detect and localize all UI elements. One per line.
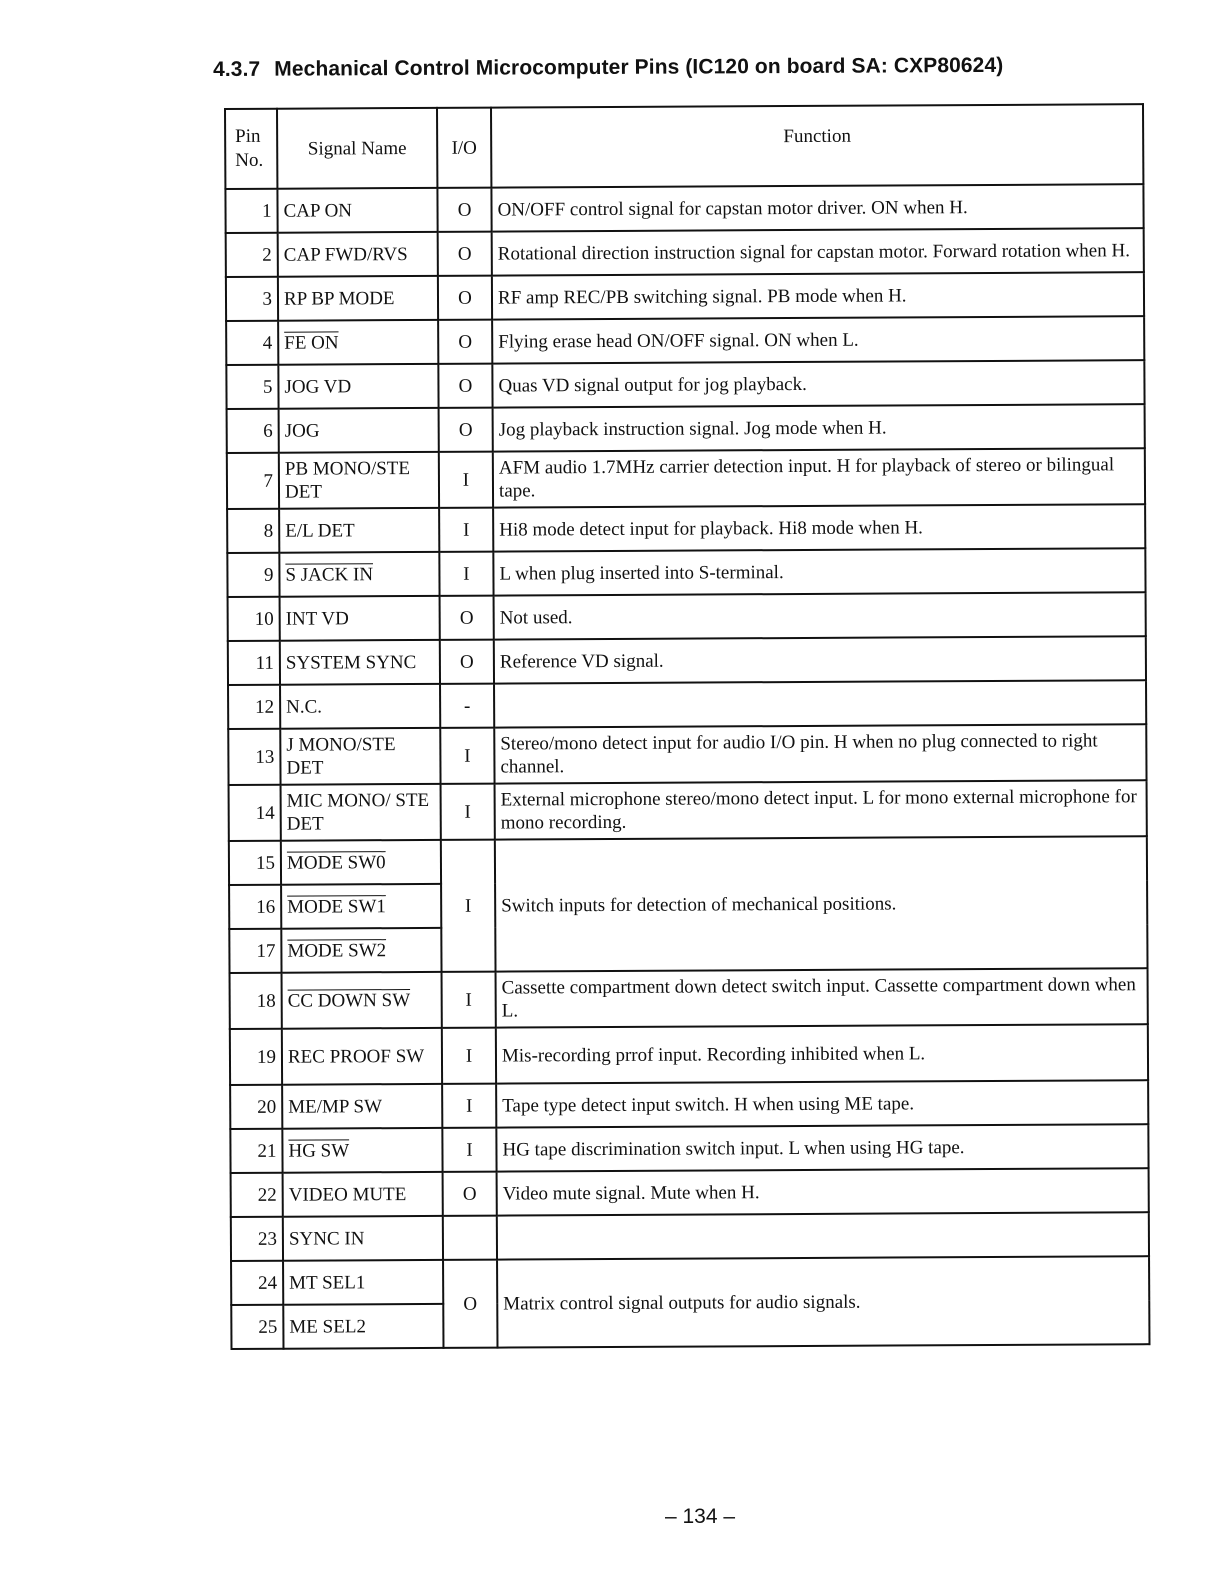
pin-number: 9: [227, 553, 279, 597]
header-signal-name: Signal Name: [277, 108, 437, 189]
function-text: Tape type detect input switch. H when using ME tape.: [496, 1080, 1148, 1127]
section-number: 4.3.7: [213, 57, 261, 81]
function-text: External microphone stereo/mono detect input. L for mono external microphone for mono recording.: [495, 780, 1147, 839]
table-row: [231, 1212, 1149, 1261]
table-row: [230, 1124, 1148, 1173]
function-text: Mis-recording prrof input. Recording inhibited when L.: [496, 1024, 1148, 1083]
pin-number: 3: [226, 277, 278, 321]
table-row: [226, 360, 1144, 409]
pin-number: 13: [228, 729, 280, 785]
function-text: Jog playback instruction signal. Jog mode when H.: [493, 404, 1145, 451]
signal-name: SYSTEM SYNC: [280, 640, 440, 685]
signal-name: PB MONO/STE DET: [279, 452, 439, 509]
io-direction: I: [442, 972, 496, 1028]
signal-name: CAP ON: [277, 188, 437, 233]
function-text: Cassette compartment down detect switch input. Cassette compartment down when L.: [496, 968, 1148, 1027]
signal-name: J MONO/STE DET: [280, 728, 440, 785]
io-direction: O: [438, 320, 492, 364]
function-text: HG tape discrimination switch input. L when using HG tape.: [496, 1124, 1148, 1171]
function-text: RF amp REC/PB switching signal. PB mode when H.: [492, 272, 1144, 319]
signal-name: ME/MP SW: [282, 1084, 442, 1129]
function-text: Rotational direction instruction signal for capstan motor. Forward rotation when H.: [492, 228, 1144, 275]
function-text: Quas VD signal output for jog playback.: [492, 360, 1144, 407]
pin-table-container: [224, 103, 1148, 1350]
pin-number: 22: [231, 1173, 283, 1217]
pin-number: 2: [226, 233, 278, 277]
table-row: [228, 592, 1146, 641]
io-direction: O: [438, 232, 492, 276]
io-direction: I: [440, 728, 494, 784]
signal-name: E/L DET: [279, 508, 439, 553]
table-row: [227, 404, 1145, 453]
header-pin-no: Pin No.: [225, 109, 277, 189]
table-row: [227, 448, 1145, 509]
table-row: [229, 780, 1147, 841]
table-row: [227, 504, 1145, 553]
pin-number: 21: [230, 1129, 282, 1173]
signal-name: ME SEL2: [283, 1304, 443, 1349]
function-text: Video mute signal. Mute when H.: [497, 1168, 1149, 1215]
table-row: [228, 636, 1146, 685]
table-row: [226, 228, 1144, 277]
function-text: Matrix control signal outputs for audio signals.: [497, 1256, 1149, 1347]
function-text: Flying erase head ON/OFF signal. ON when L.: [492, 316, 1144, 363]
io-direction: I: [439, 552, 493, 596]
table-row: [226, 272, 1144, 321]
function-text: L when plug inserted into S-terminal.: [493, 548, 1145, 595]
table-row: [228, 724, 1146, 785]
pin-number: 14: [229, 785, 281, 841]
pin-number: 17: [229, 929, 281, 973]
signal-name: HG SW: [282, 1128, 442, 1173]
page-number: – 134 –: [664, 1505, 736, 1528]
signal-name: MT SEL1: [283, 1260, 443, 1305]
table-row: [228, 680, 1146, 729]
header-io: I/O: [437, 108, 491, 188]
signal-name: REC PROOF SW: [282, 1028, 442, 1085]
table-row: [229, 836, 1147, 885]
pin-number: 1: [225, 189, 277, 233]
pin-number: 6: [227, 409, 279, 453]
function-text: ON/OFF control signal for capstan motor driver. ON when H.: [491, 184, 1143, 231]
pin-number: 24: [231, 1261, 283, 1305]
pin-number: 20: [230, 1085, 282, 1129]
io-direction: -: [440, 684, 494, 728]
pin-number: 18: [230, 973, 282, 1029]
io-direction: O: [443, 1260, 497, 1348]
signal-name: JOG VD: [278, 364, 438, 409]
io-direction: O: [438, 364, 492, 408]
pin-table: [224, 103, 1150, 1350]
function-text: Stereo/mono detect input for audio I/O pin. H when no plug connected to right channel.: [494, 724, 1146, 783]
signal-name: MODE SW0: [281, 840, 441, 885]
signal-name: CAP FWD/RVS: [278, 232, 438, 277]
pin-number: 11: [228, 641, 280, 685]
pin-number: 23: [231, 1217, 283, 1261]
signal-name: CC DOWN SW: [282, 972, 442, 1029]
table-row: [225, 184, 1143, 233]
function-text: Hi8 mode detect input for playback. Hi8 mode when H.: [493, 504, 1145, 551]
pin-number: 5: [226, 365, 278, 409]
io-direction: I: [439, 452, 493, 508]
signal-name: JOG: [279, 408, 439, 453]
function-text: AFM audio 1.7MHz carrier detection input. H for playback of stereo or bilingual tape.: [493, 448, 1145, 507]
io-direction: I: [439, 508, 493, 552]
signal-name: VIDEO MUTE: [283, 1172, 443, 1217]
signal-name: RP BP MODE: [278, 276, 438, 321]
function-text: [497, 1212, 1149, 1259]
table-row: [226, 316, 1144, 365]
pin-number: 8: [227, 509, 279, 553]
io-direction: O: [443, 1172, 497, 1216]
io-direction: I: [441, 784, 495, 840]
function-text: Switch inputs for detection of mechanical positions.: [495, 836, 1148, 971]
pin-number: 7: [227, 453, 279, 509]
table-row: [230, 1080, 1148, 1129]
io-direction: O: [439, 408, 493, 452]
table-header-row: [225, 104, 1143, 189]
function-text: Not used.: [494, 592, 1146, 639]
io-direction: [443, 1216, 497, 1260]
function-text: Reference VD signal.: [494, 636, 1146, 683]
section-heading: [213, 54, 1003, 82]
section-title: Mechanical Control Microcomputer Pins (IC120 on board SA: CXP80624): [274, 53, 1004, 81]
table-row: [231, 1256, 1149, 1305]
signal-name: SYNC IN: [283, 1216, 443, 1261]
header-function: Function: [491, 104, 1143, 187]
function-text: [494, 680, 1146, 727]
io-direction: O: [440, 640, 494, 684]
pin-number: 25: [231, 1305, 283, 1349]
pin-number: 19: [230, 1029, 282, 1085]
signal-name: MODE SW1: [281, 884, 441, 929]
signal-name: INT VD: [280, 596, 440, 641]
signal-name: MODE SW2: [281, 928, 441, 973]
table-row: [230, 968, 1148, 1029]
table-row: [231, 1168, 1149, 1217]
table-row: [227, 548, 1145, 597]
io-direction: I: [442, 1028, 496, 1084]
io-direction: I: [442, 1128, 496, 1172]
io-direction: O: [437, 188, 491, 232]
pin-number: 16: [229, 885, 281, 929]
io-direction: O: [438, 276, 492, 320]
signal-name: N.C.: [280, 684, 440, 729]
signal-name: MIC MONO/ STE DET: [281, 784, 441, 841]
io-direction: O: [440, 596, 494, 640]
pin-number: 4: [226, 321, 278, 365]
signal-name: S JACK IN: [279, 552, 439, 597]
signal-name: FE ON: [278, 320, 438, 365]
io-direction: I: [442, 1084, 496, 1128]
pin-number: 12: [228, 685, 280, 729]
table-row: [230, 1024, 1148, 1085]
pin-number: 15: [229, 841, 281, 885]
pin-number: 10: [228, 597, 280, 641]
io-direction: I: [441, 840, 496, 972]
